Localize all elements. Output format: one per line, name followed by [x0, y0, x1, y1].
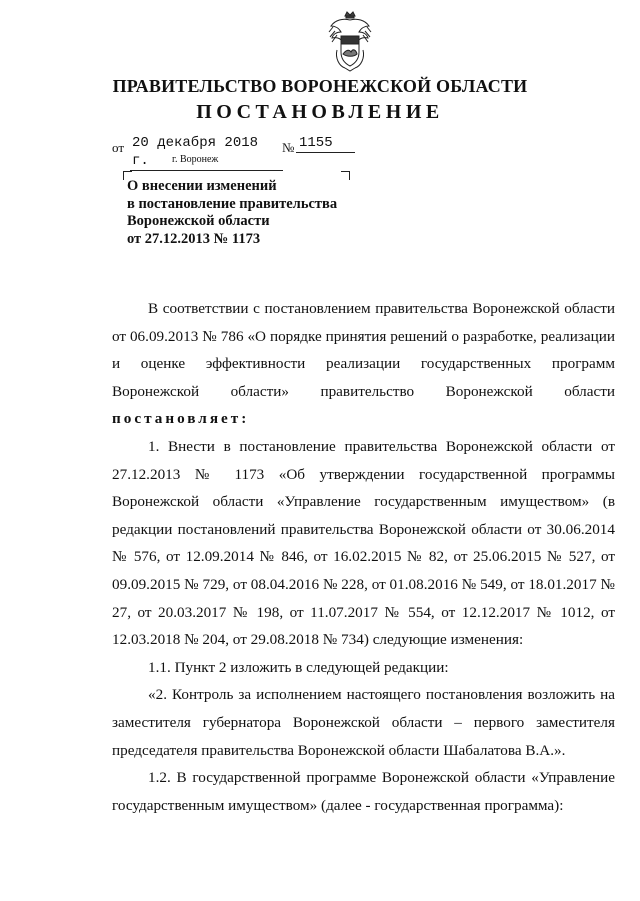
decree-word: постановляет:	[112, 410, 250, 428]
document-meta	[112, 134, 372, 174]
document-type: ПОСТАНОВЛЕНИЕ	[196, 101, 444, 123]
organization-title: ПРАВИТЕЛЬСТВО ВОРОНЕЖСКОЙ ОБЛАСТИ	[112, 76, 528, 96]
subject-line: О внесении изменений	[127, 178, 277, 194]
subject-line: от 27.12.2013 № 1173	[127, 230, 261, 247]
paragraph-item-1-2: 1.2. В государственной программе Воронежской области «Управление государственным имуществом» (далее - государственная программа):	[112, 769, 615, 814]
paragraph-item-1-1: 1.1. Пункт 2 изложить в следующей редакции:	[148, 658, 449, 676]
subject-line: Воронежской области	[127, 213, 270, 229]
number-sign: №	[282, 140, 295, 155]
paragraph-decree	[112, 405, 615, 433]
paragraph-item-1: 1. Внести в постановление правительства Воронежской области от 27.12.2013 № 1173 «Об утверждении государственной программы Воронежской области «Управление государственным имуществом» (в редакции постановлений правительства Воронежской области от 30.06.2014 № 576, от 12.09.2014 № 846, от 16.02.2015 № 82, от 25.06.2015 № 527, от 09.09.2015 № 729, от 08.04.2016 № 228, от 01.08.2016 № 549, от 18.01.2017 № 27, от 20.03.2017 № 198, от 11.07.2017 № 554, от 12.12.2017 № 1012, от 12.03.2018 № 204, от 29.08.2018 № 734) следующие изменения:	[112, 437, 615, 649]
document-date: 20 декабря 2018 г.	[130, 134, 283, 171]
document-subject	[127, 178, 367, 248]
city-label: г. Воронеж	[172, 154, 219, 165]
paragraph-preamble	[112, 295, 615, 405]
document-body	[112, 295, 615, 819]
preamble-text: В соответствии с постановлением правительства Воронежской области от 06.09.2013 № 786 «О порядке принятия решений о разработке, реализации и оценке эффективности реализации государственных программ Воронежской области» правительство Воронежской области	[112, 300, 615, 400]
paragraph-quote: «2. Контроль за исполнением настоящего постановления возложить на заместителя губернатора Воронежской области – первого заместителя председателя правительства Воронежской области Шабалатова В.А.».	[112, 686, 615, 759]
document-number: 1155	[296, 134, 355, 153]
subject-line: в постановление правительства	[127, 195, 338, 212]
coat-of-arms-icon	[325, 10, 375, 72]
date-prefix: от	[112, 140, 125, 155]
